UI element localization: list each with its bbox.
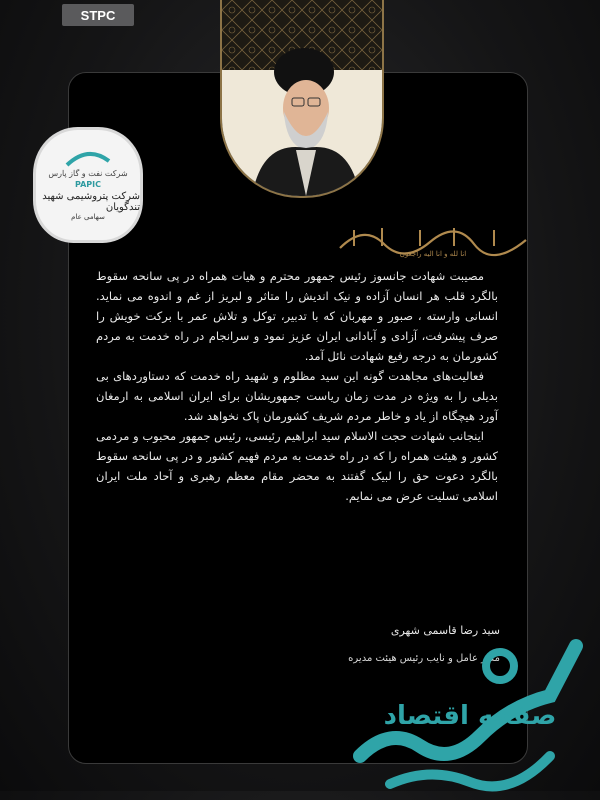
calligraphy-banner xyxy=(334,218,532,258)
logo-code: PAPIC xyxy=(74,180,102,189)
logo-sub: سهامی عام xyxy=(71,213,105,221)
company-logo xyxy=(36,130,140,240)
logo-name: شرکت پتروشیمی شهید تندگویان xyxy=(42,191,140,213)
signer-title: مدیر عامل و نایب رئیس هیئت مدیره xyxy=(348,653,500,664)
portrait-image xyxy=(222,0,382,196)
signature-block xyxy=(320,624,500,664)
condolence-message xyxy=(96,266,498,506)
signer-name: سید رضا قاسمی شهری xyxy=(390,624,500,637)
calligraphy-text: انا لله و انا الیه راجعون xyxy=(399,250,467,258)
message-paragraph: مصیبت شهادت جانسوز رئیس جمهور محترم و هیات همراه در پی سانحه سقوط بالگرد قلب هر انسان آزاده و نیک اندیش را متاثر و لبریز از غم و اندوه می نماید. انسانی وارسته ، صبور و مهربان که با تدبیر، توکل و تلاش عمر با برکت خویش را صرف پیشرفت، آزادی و آبادانی ایران عزیز نمود و سرانجام در راه خدمت به مردم کشورمان به درجه رفیع شهادت نائل آمد. xyxy=(96,269,498,363)
logo-swoosh-icon xyxy=(65,149,111,169)
watermark-text: صفحه اقتصاد xyxy=(383,701,557,731)
message-paragraph: فعالیت‌های مجاهدت گونه این سید مظلوم و شهید راه خدمت که دستاوردهای بی بدیلی را به ویژه در مدت زمان ریاست جمهوریشان برای ایران اسلامی به ارمغان آورد هیچگاه از یاد و خاطر مردم شریف کشورمان پاک نخواهد شد. xyxy=(96,369,498,423)
logo-top-line: شرکت نفت و گاز پارس xyxy=(48,169,128,178)
message-paragraph: اینجانب شهادت حجت الاسلام سید ابراهیم رئیسی، رئیس جمهور محبوب و مردمی کشور و هیئت همراه را که در راه خدمت به مردم فهیم کشور و در پی سانحه سقوط بالگرد دعوت حق را لبیک گفتند به محضر مقام معظم رهبری و آحاد ملت ایران اسلامی تسلیت عرض می نمایم. xyxy=(96,429,498,503)
brand-tag: STPC xyxy=(62,4,134,26)
portrait-arch xyxy=(220,0,384,198)
